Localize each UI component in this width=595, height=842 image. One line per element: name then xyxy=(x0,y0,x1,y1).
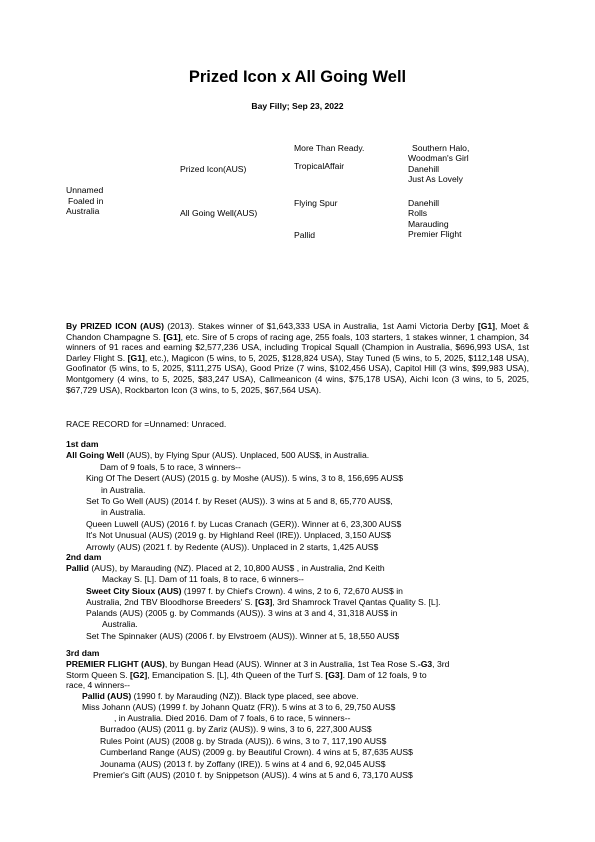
sire-text: , etc. Sire of 5 crops of racing age, 255 foals, 103 starters, 1 stakes winner, 1 champion, 34 winners of 91 races and earning $2,577,236 USA, including Tropical Squall (Champion in Australia, $696,993 USA, 1st Darley Flight S. xyxy=(66,331,529,363)
produce-line: Palands (AUS) (2005 g. by Commands (AUS)). 3 wins at 3 and 4, 31,318 AUS$ in xyxy=(86,608,398,618)
dam3-desc-text: , 3rd xyxy=(432,659,450,669)
dam3-desc-text: , Emancipation S. [L], 4th Queen of the Turf S. xyxy=(147,670,326,680)
produce-line: Set To Go Well (AUS) (2014 f. by Reset (AUS)). 3 wins at 5 and 8, 65,770 AUS$, xyxy=(86,496,393,506)
produce-line: in Australia. xyxy=(101,485,146,495)
produce-text: Australia, 2nd TBV Bloodhorse Breeders' S. xyxy=(86,597,256,607)
produce-line: Miss Johann (AUS) (1999 f. by Johann Quatz (FR)). 5 wins at 3 to 6, 29,750 AUS$ xyxy=(82,702,396,712)
grade-badge: [G3] xyxy=(255,597,273,607)
produce-line: Burradoo (AUS) (2011 g. by Zariz (AUS)). 9 wins, 3 to 6, 227,300 AUS$ xyxy=(100,724,372,734)
dam1-name: All Going Well xyxy=(66,450,125,460)
produce-text: (1997 f. by Chief's Crown). 4 wins, 2 to 6, 72,670 AUS$ in xyxy=(181,586,403,596)
page-title: Prized Icon x All Going Well xyxy=(188,68,407,86)
sire-paragraph xyxy=(66,321,529,395)
dam2-name: Pallid xyxy=(66,563,89,573)
dam2-desc-text: (AUS), by Marauding (NZ). Placed at 2, 10,800 AUS$ , in Australia, 2nd Keith xyxy=(88,563,385,573)
pedigree-sire: Prized Icon(AUS) xyxy=(180,164,247,174)
grade-badge: [G1] xyxy=(477,321,496,331)
page-subtitle: Bay Filly; Sep 23, 2022 xyxy=(251,101,344,111)
dam3-heading: 3rd dam xyxy=(66,648,100,658)
pedigree-ggp: Southern Halo, xyxy=(412,143,470,153)
grade-badge: [G3] xyxy=(325,670,343,680)
dam1-desc xyxy=(66,450,369,460)
subject-line: Foaled in xyxy=(68,195,104,206)
sire-text: , etc.), Magicon (5 wins, to 5, 2025, $128,824 USA), Stay Tuned (5 wins, to 5, 2025, $112,148 USA), Goofinator (5 wins, to 5, 2025, $111,275 USA), Good Prize (7 wins, $102,456 USA), Capitol Hill (3 wins, $99,983 USA), Montgomery (4 wins, to 5, 2025, $83,247 USA), Callmeanicon (4 wins, $75,178 USA), Aichi Icon (3 wins, to 5, 2025, $67,729 USA), Rockbarton Icon (3 wins, to 5, 2025, $67,564 USA). xyxy=(66,352,529,395)
race-record: RACE RECORD for =Unnamed: Unraced. xyxy=(66,419,227,429)
produce-name: Pallid (AUS) xyxy=(82,691,132,701)
pedigree-subject xyxy=(66,185,103,217)
pedigree-sire-dam: TropicalAffair xyxy=(294,161,345,171)
dam1-produce-intro: Dam of 9 foals, 5 to race, 3 winners-- xyxy=(100,462,241,472)
pedigree-ggp: Danehill xyxy=(408,164,440,174)
pedigree-ggp: Rolls xyxy=(408,208,428,218)
pedigree-ggp: Just As Lovely xyxy=(408,174,463,184)
dam3-desc-text: , by Bungan Head (AUS). Winner at 3 in Australia, 1st Tea Rose S. xyxy=(164,659,418,669)
pedigree-ggp: Marauding xyxy=(408,219,449,229)
produce-text: (1990 f. by Marauding (NZ)). Black type placed, see above. xyxy=(131,691,359,701)
produce-line: Cumberland Range (AUS) (2009 g. by Beautiful Crown). 4 wins at 5, 87,635 AUS$ xyxy=(100,747,413,757)
pedigree-ggp: Premier Flight xyxy=(408,229,462,239)
produce-line: It's Not Unusual (AUS) (2019 g. by Highland Reel (IRE)). Unplaced, 3,150 AUS$ xyxy=(86,530,391,540)
pedigree-ggp: Danehill xyxy=(408,198,440,208)
dam3-desc-text: Storm Queen S. xyxy=(66,670,131,680)
produce-line: Australia. xyxy=(102,619,138,629)
produce-line: , in Australia. Died 2016. Dam of 7 foals, 6 to race, 5 winners-- xyxy=(114,713,351,723)
dam2-heading: 2nd dam xyxy=(66,552,102,562)
grade-badge: [G2] xyxy=(130,670,148,680)
produce-name: Sweet City Sioux (AUS) xyxy=(86,586,182,596)
produce-line: Jounama (AUS) (2013 f. by Zoffany (IRE)). 5 wins at 4 and 6, 92,045 AUS$ xyxy=(100,759,386,769)
produce-line: King Of The Desert (AUS) (2015 g. by Moshe (AUS)). 5 wins, 3 to 8, 156,695 AUS$ xyxy=(86,473,404,483)
produce-line xyxy=(86,586,403,596)
produce-line: in Australia. xyxy=(101,507,146,517)
produce-line: Rules Point (AUS) (2008 g. by Strada (AUS)). 6 wins, 3 to 7, 117,190 AUS$ xyxy=(100,736,387,746)
produce-line: Premier's Gift (AUS) (2010 f. by Snippetson (AUS)). 4 wins at 5 and 6, 73,170 AUS$ xyxy=(93,770,413,780)
dam2-desc-2: Mackay S. [L]. Dam of 11 foals, 8 to race, 6 winners-- xyxy=(102,574,304,584)
pedigree-sire-sire: More Than Ready. xyxy=(294,143,365,153)
pedigree-ggp: Woodman's Girl xyxy=(408,153,469,163)
subject-line: Unnamed xyxy=(66,185,104,195)
dam3-name: PREMIER FLIGHT (AUS) xyxy=(66,659,165,669)
sire-text: , Moet & Chandon Champagne S. xyxy=(66,321,529,342)
produce-line xyxy=(82,691,359,701)
pedigree-dam-sire: Flying Spur xyxy=(294,198,338,208)
subject-line: Australia xyxy=(66,206,100,217)
dam2-desc xyxy=(66,563,385,573)
pedigree-dam-dam: Pallid xyxy=(294,230,316,240)
dam3-desc xyxy=(66,659,449,669)
produce-line: Arrowly (AUS) (2021 f. by Redente (AUS)). Unplaced in 2 starts, 1,425 AUS$ xyxy=(86,542,379,552)
sire-name: By PRIZED ICON (AUS) xyxy=(66,321,164,331)
dam3-desc-text: . Dam of 12 foals, 9 to xyxy=(342,670,427,680)
pedigree-dam: All Going Well(AUS) xyxy=(180,208,258,218)
dam1-desc-text: (AUS), by Flying Spur (AUS). Unplaced, 500 AUS$, in Australia. xyxy=(124,450,370,460)
sire-text: (2013). Stakes winner of $1,643,333 USA in Australia, 1st Aami Victoria Derby xyxy=(163,321,478,331)
dam3-desc-2 xyxy=(66,670,427,680)
grade-badge: [G1] xyxy=(163,331,181,342)
grade-badge: [G1] xyxy=(127,352,145,363)
produce-line: Queen Luwell (AUS) (2016 f. by Lucas Cranach (GER)). Winner at 6, 23,300 AUS$ xyxy=(86,519,402,529)
dam1-heading: 1st dam xyxy=(66,439,99,449)
dam3-desc-3: race, 4 winners-- xyxy=(66,680,130,690)
produce-line xyxy=(86,597,440,607)
grade-badge: -G3 xyxy=(417,659,433,669)
produce-line: Set The Spinnaker (AUS) (2006 f. by Elvstroem (AUS)). Winner at 5, 18,550 AUS$ xyxy=(86,631,400,641)
produce-text: , 3rd Shamrock Travel Qantas Quality S. [L]. xyxy=(272,597,441,607)
